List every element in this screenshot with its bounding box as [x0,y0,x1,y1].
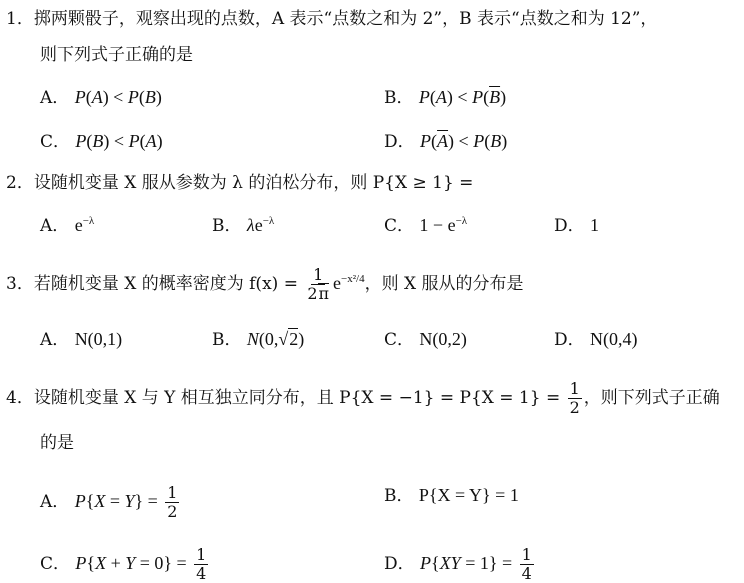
q1-option-d[interactable] [384,130,507,153]
q3-option-d-text: N(0,4) [590,329,638,349]
q4-number: 4． [6,388,34,408]
q3-stem [6,266,524,303]
q3-option-d-label: D． [554,330,585,350]
q1-option-a[interactable] [40,86,162,109]
q1-option-d-label: D． [384,132,415,152]
q1-option-c-math: P(B) < P(A) [75,131,163,151]
q4-option-a[interactable] [40,484,181,521]
q1-option-b-math: $P(A) < P(\overline{B})$ [418,87,507,107]
q3-option-b-math: N(0,√2) [246,329,305,349]
q2-option-a-label: A． [40,216,70,236]
q2-option-d-label: D． [554,216,585,236]
q2-option-c-math: $1 - e^{-\lambda}$ [419,215,468,235]
q4-stem-pre: 设随机变量 X 与 Y 相互独立同分布，且 P{X = −1} = P{X = 1} = [33,388,561,408]
q3-density-fraction: $\frac{1}{2\pi}$ [307,265,330,303]
q2-option-b-label: B． [212,216,242,236]
q2-option-a[interactable] [40,214,94,237]
q1-option-b[interactable] [384,86,506,109]
q3-option-b[interactable] [212,328,304,351]
q4-option-b-label: B． [384,486,414,506]
q3-option-a-label: A． [40,330,70,350]
q3-stem-pre: 若随机变量 X 的概率密度为 f(x) = [33,274,298,294]
q3-stem-post: ，则 X 服从的分布是 [364,274,524,294]
q2-option-d[interactable] [554,214,599,237]
q4-option-c[interactable] [40,546,210,583]
q3-option-b-label: B． [212,330,242,350]
q4-option-c-fraction: $\frac{1}{4}$ [196,545,207,583]
q2-number: 2． [6,173,34,193]
q1-stem [6,8,657,30]
q4-option-a-fraction: $\frac{1}{2}$ [167,483,178,521]
q3-option-c-text: N(0,2) [419,329,467,349]
q2-option-d-text: 1 [590,215,600,235]
q4-option-d-label: D． [384,554,415,574]
q2-option-c[interactable] [384,214,467,237]
q2-stem [6,172,473,194]
q4-option-b[interactable] [384,484,519,507]
q3-option-c[interactable] [384,328,467,351]
q3-exponential: $e^{-x^2/4}$ [333,273,365,293]
q4-option-d[interactable] [384,546,536,583]
q4-stem-line2: 的是 [40,433,74,453]
q2-stem-text: 设随机变量 X 服从参数为 λ 的泊松分布，则 P{X ≥ 1} = [33,173,474,193]
q1-option-a-label: A． [40,88,70,108]
q4-option-c-label: C． [40,554,71,574]
q1-option-a-math: P(A) < P(B) [74,87,162,107]
q1-option-b-label: B． [384,88,414,108]
q4-option-c-math: P{X + Y = 0} = [75,553,187,573]
q2-option-b[interactable] [212,214,274,237]
q1-option-c[interactable] [40,130,163,153]
q4-option-d-math: P{XY = 1} = [420,553,513,573]
q1-number: 1． [6,9,34,29]
q2-option-a-math: $e^{-\lambda}$ [74,215,95,235]
q4-option-b-text: P{X = Y} = 1 [418,485,519,505]
q1-stem-text: 掷两颗骰子，观察出现的点数，A 表示“点数之和为 2”，B 表示“点数之和为 12”， [33,9,658,29]
q4-stem [6,380,720,417]
q4-option-a-math: P{X = Y} = [74,491,158,511]
q4-option-a-label: A． [40,492,70,512]
q2-option-b-math: $\lambda e^{-\lambda}$ [246,215,275,235]
q4-half-fraction: $\frac{1}{2}$ [569,379,580,417]
q2-option-c-label: C． [384,216,415,236]
q3-option-a-text: N(0,1) [74,329,123,349]
q3-option-c-label: C． [384,330,415,350]
q4-option-d-fraction: $\frac{1}{4}$ [521,545,532,583]
q3-option-d[interactable] [554,328,638,351]
q1-option-c-label: C． [40,132,71,152]
q1-option-d-math: $P(\overline{A}) < P(B)$ [420,131,508,151]
q3-number: 3． [6,274,34,294]
q3-option-a[interactable] [40,328,122,351]
q4-stem-post: ，则下列式子正确 [583,388,720,408]
q1-stem-line2: 则下列式子正确的是 [40,45,193,65]
